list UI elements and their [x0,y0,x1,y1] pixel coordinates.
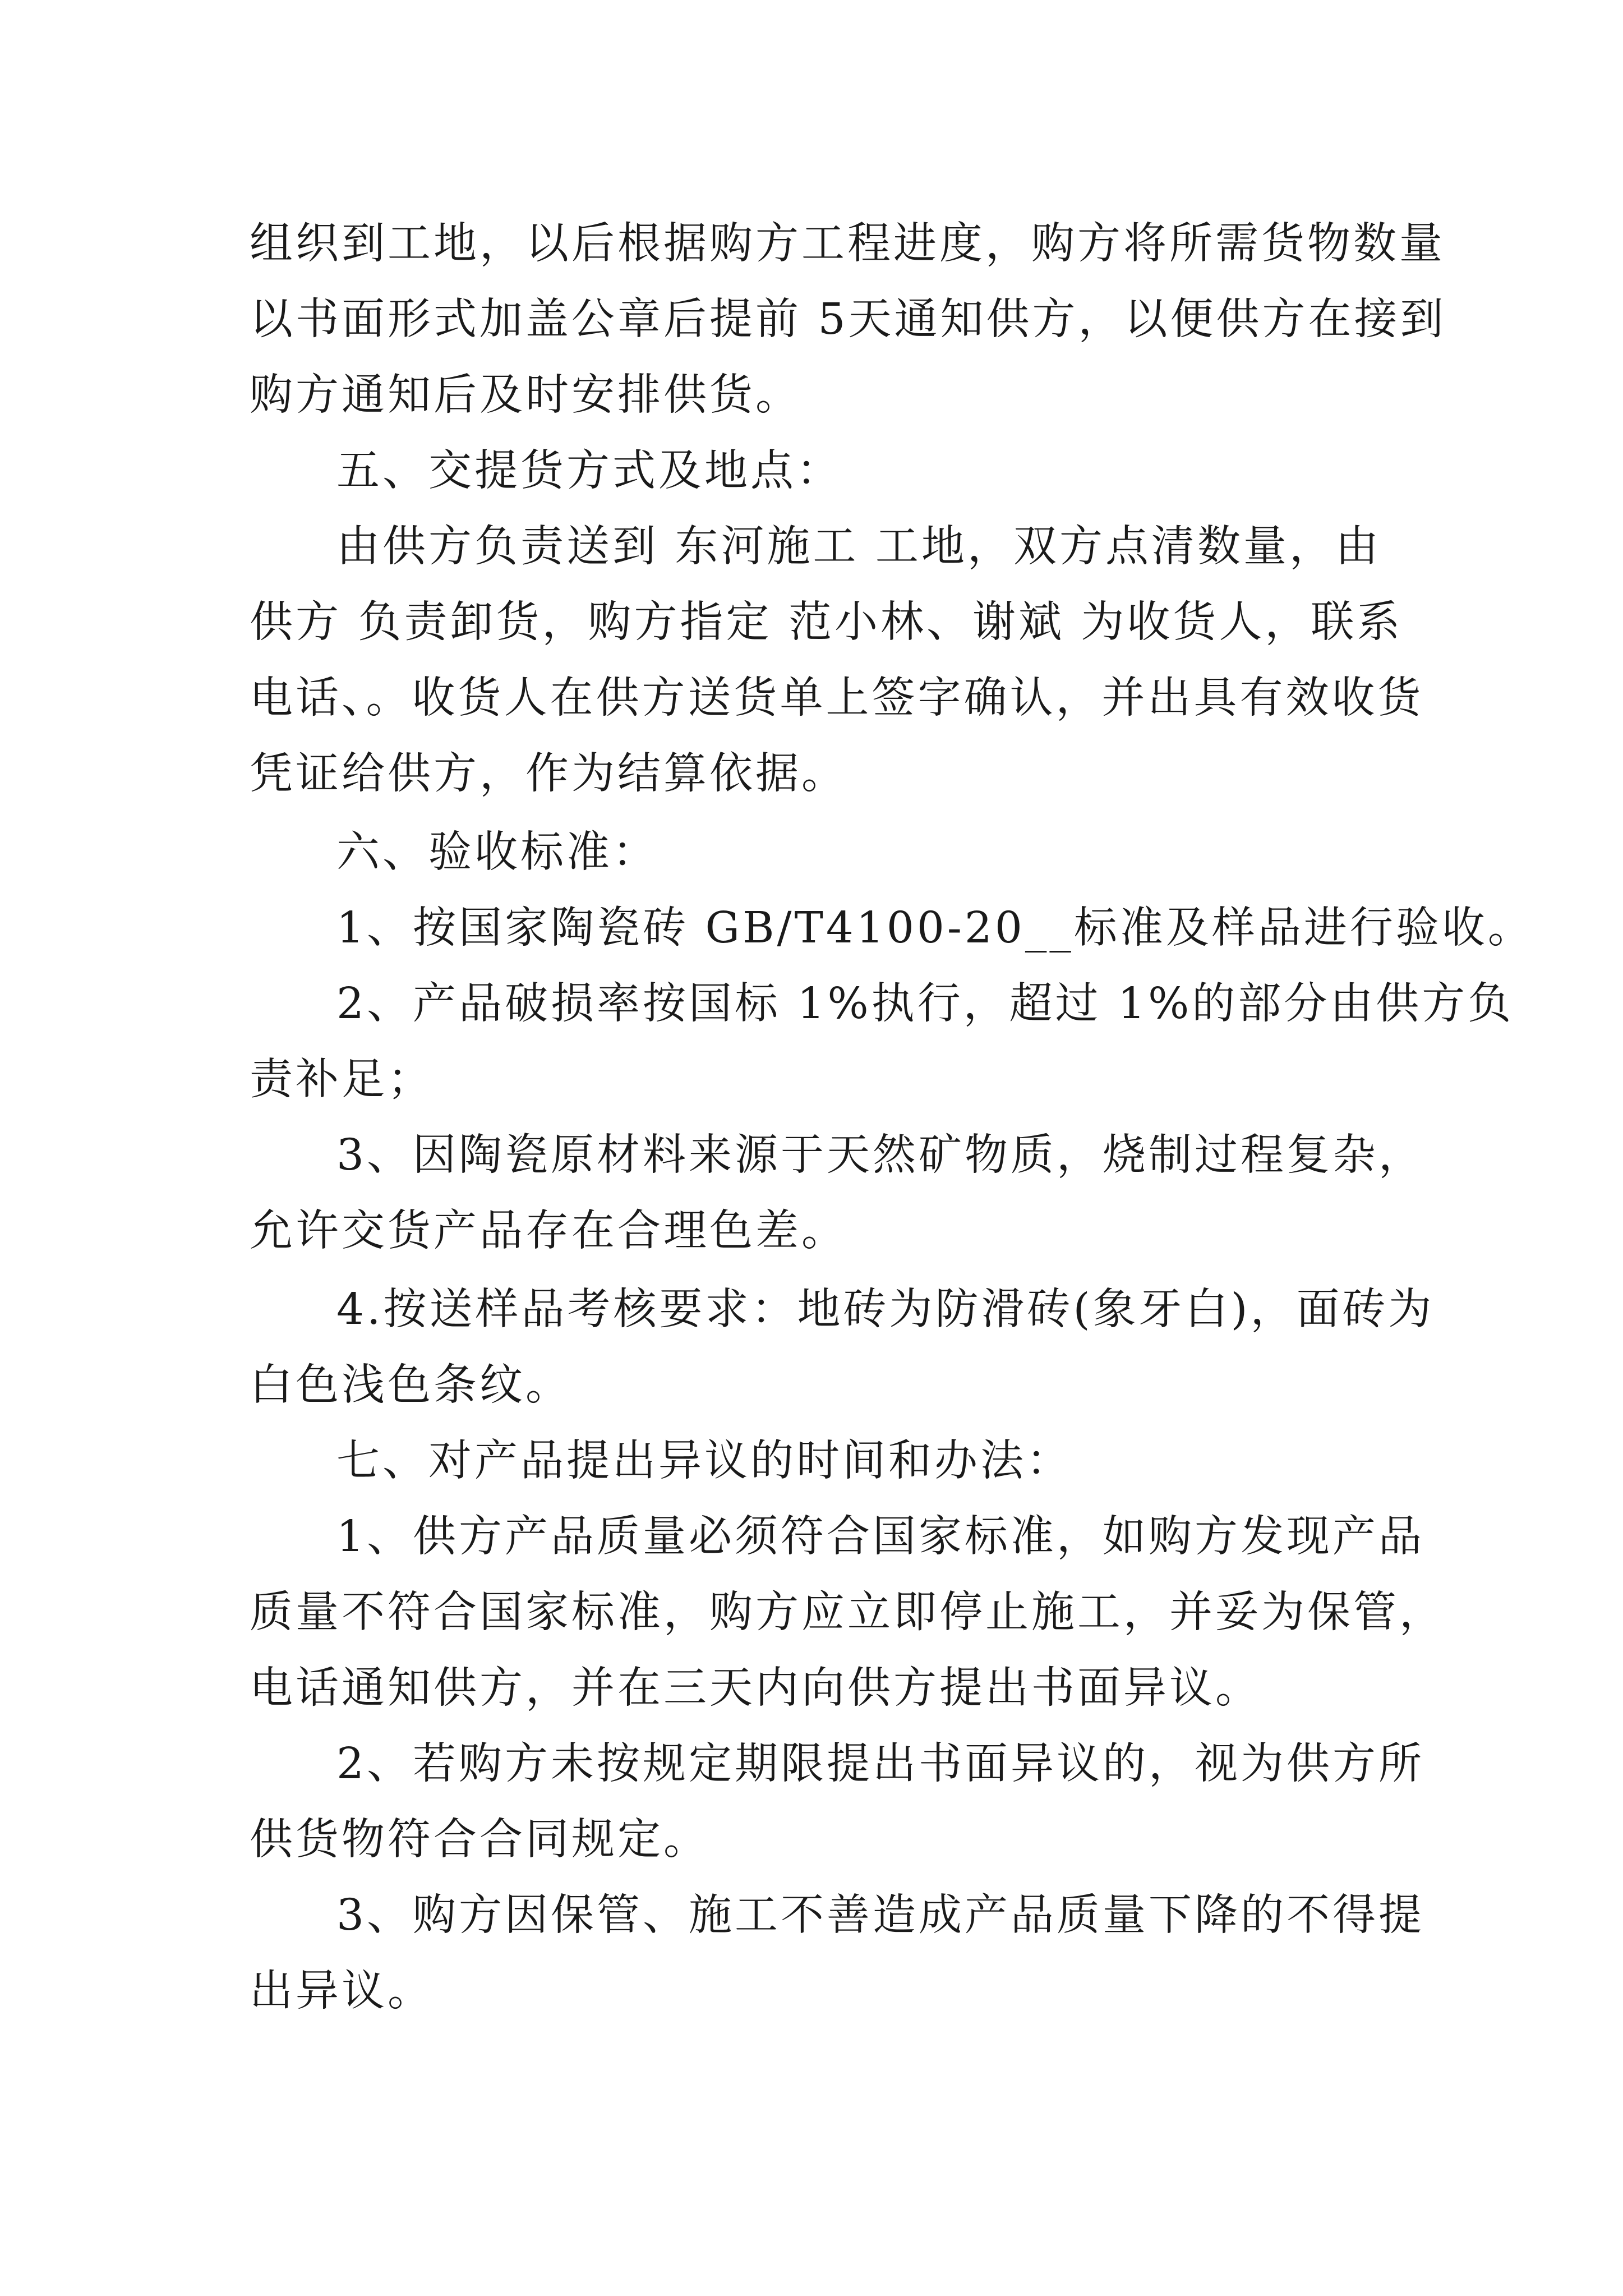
section-heading: 五、交提货方式及地点： [336,446,842,496]
text-line: 白色浅色条纹。 [250,1360,571,1410]
text-line: 出异议。 [250,1966,434,2016]
text-line: 1、按国家陶瓷砖 GB/T4100-20__标准及样品进行验收。 [336,903,1534,953]
text-line: 组织到工地，以后根据购方工程进度，购方将所需货物数量 [250,219,1445,269]
text-line: 购方通知后及时安排供货。 [250,370,801,420]
section-heading: 七、对产品提出异议的时间和办法： [336,1436,1072,1486]
text-line: 2、产品破损率按国标 1%执行，超过 1%的部分由供方负 [336,979,1514,1029]
text-line: 电话通知供方，并在三天内向供方提出书面异议。 [250,1663,1261,1713]
text-line: 供方 负责卸货，购方指定 范小林、谢斌 为收货人，联系 [250,597,1403,647]
text-line: 质量不符合国家标准，购方应立即停止施工，并妥为保管， [250,1588,1445,1637]
section-heading: 六、验收标准： [336,827,658,877]
text-line: 责补足； [250,1055,434,1105]
text-line: 4.按送样品考核要求：地砖为防滑砖(象牙白)，面砖为 [336,1285,1435,1335]
text-line: 3、购方因保管、施工不善造成产品质量下降的不得提 [336,1890,1424,1940]
text-line: 1、供方产品质量必须符合国家标准，如购方发现产品 [336,1512,1424,1562]
text-line: 电话、。收货人在供方送货单上签字确认，并出具有效收货 [250,673,1424,723]
text-line: 2、若购方未按规定期限提出书面异议的，视为供方所 [336,1739,1424,1789]
text-line: 允许交货产品存在合理色差。 [250,1206,847,1256]
text-line: 凭证给供方，作为结算依据。 [250,749,847,799]
text-line: 由供方负责送到 东河施工 工地，双方点清数量，由 [336,522,1381,572]
text-line: 供货物符合合同规定。 [250,1815,709,1865]
text-line: 以书面形式加盖公章后提前 5天通知供方，以便供方在接到 [250,295,1446,344]
text-line: 3、因陶瓷原材料来源于天然矿物质，烧制过程复杂， [336,1130,1424,1180]
